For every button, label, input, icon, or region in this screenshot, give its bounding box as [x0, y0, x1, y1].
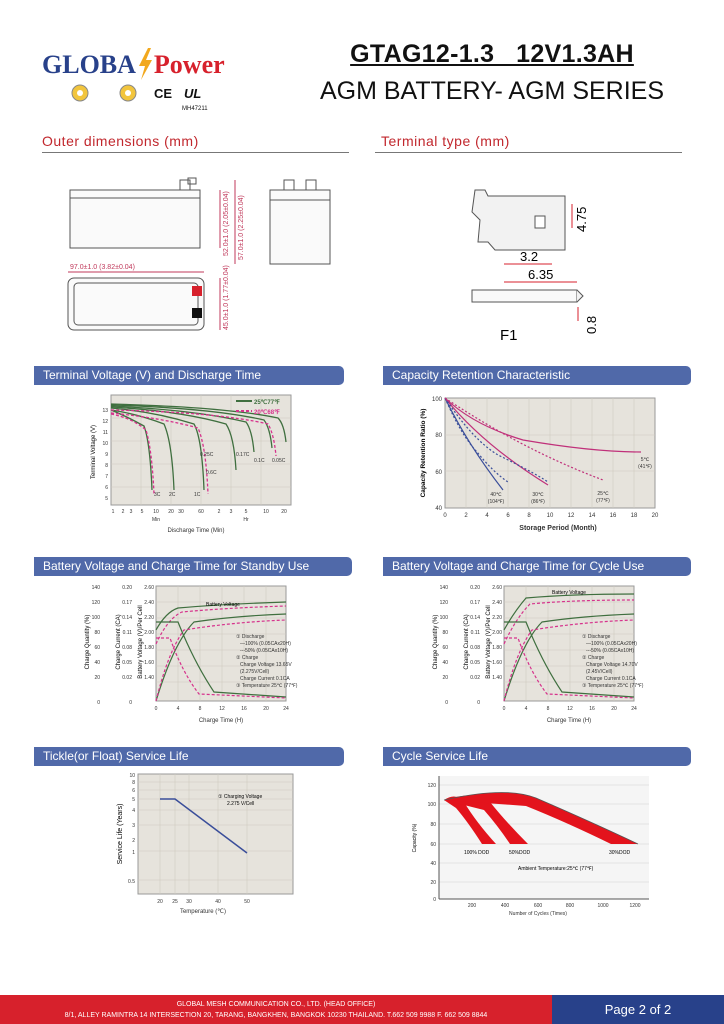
c-tick: 0.14 [122, 615, 132, 621]
ambient-note: Ambient Temperature:25℃ (77℉) [518, 866, 594, 872]
terminal-dim-635: 6.35 [528, 267, 554, 282]
cert-badges [42, 82, 257, 112]
x-tick: 14 [588, 513, 596, 519]
y-tick: 80 [430, 822, 436, 828]
y-axis-label: Charge Quantity (%) [433, 614, 439, 670]
y-tick: 40 [435, 506, 442, 512]
x-tick: 4 [524, 706, 528, 712]
note-line: 2.275 V/Cell [227, 801, 255, 807]
company-address: 8/1, ALLEY RAMINTRA 14 INTERSECTION 20, TARANG, BANGKHEN, BANGKOK 10230 THAILAND. T.662 509 9988 F. 662 509 8844 [64, 1012, 488, 1019]
cycle-life-chart-heading: Cycle Service Life [383, 747, 691, 766]
note-line: Charge Current 0.1CA [240, 676, 290, 682]
x-tick: 12 [219, 706, 225, 712]
x-tick: 400 [500, 903, 510, 909]
x-axis-label: Charge Time (H) [546, 718, 592, 724]
legend-item: 20℃68℉ [254, 410, 280, 416]
x-tick: 3 [129, 509, 133, 515]
note-line: ① Discharge [582, 634, 611, 640]
dod-label: 50%DOD [509, 850, 531, 856]
temp-label: (41℉) [638, 464, 652, 470]
c-tick: 0.11 [470, 630, 480, 636]
q-tick: 20 [94, 675, 100, 681]
x-tick: 8 [198, 706, 202, 712]
v-tick: 2.20 [144, 615, 154, 621]
terminal-name: F1 [500, 327, 518, 344]
x-tick: 20 [611, 706, 617, 712]
standby-chart-heading: Battery Voltage and Charge Time for Standby Use [34, 557, 352, 576]
note-line: ---50% (0.05CAx10H) [586, 648, 635, 654]
float-life-chart [113, 770, 303, 920]
x-tick: 800 [565, 903, 575, 909]
q-tick: 60 [442, 645, 448, 651]
v-tick: 2.60 [144, 585, 154, 591]
q-tick: 100 [91, 615, 100, 621]
y-tick: 11 [102, 430, 108, 436]
note-line: (2.45V/Cell) [586, 669, 613, 675]
y-tick: 20 [430, 880, 436, 886]
x-tick: 20 [263, 706, 269, 712]
v-tick: 1.40 [492, 675, 502, 681]
y-tick: 60 [430, 842, 436, 848]
v-tick: 1.60 [492, 660, 502, 666]
note-line: Charge Voltage 13.65V [240, 662, 292, 668]
positive-terminal-icon [192, 286, 202, 296]
note-line: ③ Temperature 25℃ (77℉) [236, 683, 298, 689]
note-line: ① Charging Voltage [218, 794, 263, 800]
y-tick: 6 [132, 788, 135, 794]
rate-label: 0.6C [206, 470, 217, 476]
x-tick: 24 [283, 706, 289, 712]
x-tick: 8 [546, 706, 550, 712]
discharge-chart-heading: Terminal Voltage (V) and Discharge Time [34, 366, 344, 385]
v-tick: 1.80 [144, 645, 154, 651]
y-tick: 100 [427, 802, 436, 808]
c-tick: 0.08 [470, 645, 480, 651]
footer-address [0, 995, 552, 1024]
c-tick: 0.17 [122, 600, 132, 606]
y-tick: 6 [105, 485, 108, 491]
y-tick: 80 [435, 433, 442, 439]
x-tick: 0 [154, 706, 158, 712]
x-tick: 8 [527, 513, 531, 519]
rate-label: 0.17C [236, 452, 250, 458]
q-tick: 80 [94, 630, 100, 636]
x-tick: 1200 [629, 903, 641, 909]
c-tick: 0.08 [122, 645, 132, 651]
x-tick: 24 [631, 706, 637, 712]
cert-code: MH47211 [182, 106, 208, 112]
dim-height-57: 57.0±1.0 (2.25±0.04) [238, 195, 245, 260]
legend-item: 25℃77℉ [254, 400, 280, 406]
x-axis-label: Storage Period (Month) [519, 525, 597, 532]
x-tick: 1000 [597, 903, 609, 909]
retention-chart [413, 390, 663, 540]
dod-label: 100% DOD [464, 850, 490, 856]
logo-wordmark [42, 48, 225, 80]
divider [375, 152, 682, 153]
x-tick: 60 [198, 509, 204, 515]
dim-length: 97.0±1.0 (3.82±0.04) [70, 264, 135, 271]
y-axis-label: Charge Quantity (%) [85, 614, 91, 670]
temp-label: 5℃ [640, 457, 650, 463]
y-tick: 5 [105, 496, 108, 502]
min-label: Min [151, 517, 161, 523]
rate-label: 3C [154, 492, 161, 498]
x-tick: 20 [281, 509, 287, 515]
v-tick: 2.40 [144, 600, 154, 606]
y-tick: 100 [431, 397, 442, 403]
x-tick: 2 [217, 509, 221, 515]
outer-dimensions-heading: Outer dimensions (mm) [42, 133, 199, 149]
x-tick: 3 [229, 509, 233, 515]
c-tick: 0 [477, 700, 480, 706]
x-tick: 12 [567, 513, 575, 519]
q-tick: 140 [91, 585, 100, 591]
q-tick: 0 [445, 700, 448, 706]
ul-mark-icon: UL [184, 86, 202, 101]
rate-label: 1C [194, 492, 201, 498]
terminal-type-heading: Terminal type (mm) [381, 133, 510, 149]
c-tick: 0.02 [470, 675, 480, 681]
note-line: ① Discharge [236, 634, 265, 640]
note-line: —100% (0.05CAx20H) [240, 641, 291, 647]
y-tick: 40 [430, 861, 436, 867]
y-tick: 12 [102, 419, 108, 425]
x-tick: 10 [153, 509, 159, 515]
curve-label: Battery Voltage [552, 590, 586, 596]
q-tick: 0 [97, 700, 100, 706]
note-line: (2.275V/Cell) [240, 669, 270, 675]
x-tick: 30 [186, 899, 192, 905]
float-life-chart-heading: Tickle(or Float) Service Life [34, 747, 344, 766]
temp-label: (77℉) [596, 498, 610, 504]
v-tick: 2.00 [144, 630, 154, 636]
y-tick: 7 [105, 474, 108, 480]
dim-width: 45.0±1.0 (1.77±0.04) [223, 265, 230, 330]
curve-label: Battery Voltage [206, 602, 240, 608]
y-axis-label: Battery Voltage (V)/Per Cell [486, 605, 492, 679]
y-tick: 3 [132, 823, 135, 829]
rate-label: 0.05C [272, 458, 286, 464]
note-line: ② Charge [582, 655, 605, 661]
q-tick: 40 [442, 660, 448, 666]
y-tick: 13 [102, 408, 108, 414]
standby-chart [84, 582, 354, 732]
x-axis-label: Number of Cycles (Times) [509, 911, 567, 917]
c-tick: 0.02 [122, 675, 132, 681]
v-tick: 2.00 [492, 630, 502, 636]
c-tick: 0.14 [470, 615, 480, 621]
v-tick: 2.20 [492, 615, 502, 621]
x-axis-label: Charge Time (H) [198, 718, 244, 724]
c-tick: 0.05 [122, 660, 132, 666]
x-tick: 4 [485, 513, 489, 519]
q-tick: 100 [439, 615, 448, 621]
v-tick: 1.40 [144, 675, 154, 681]
y-tick: 8 [132, 780, 135, 786]
rate-label: 0.25C [200, 452, 214, 458]
y-tick: 5 [132, 797, 135, 803]
y-axis-label: Service Life (Years) [117, 803, 124, 865]
temp-label: (86℉) [531, 499, 545, 505]
note-line: Charge Voltage 14.70V [586, 662, 638, 668]
x-tick: 200 [467, 903, 477, 909]
y-tick: 8 [105, 463, 108, 469]
c-tick: 0.20 [470, 585, 480, 591]
y-axis-label: Battery Voltage (V)/Per Cell [138, 605, 144, 679]
q-tick: 60 [94, 645, 100, 651]
cycle-life-chart [406, 772, 656, 920]
y-tick: 2 [132, 838, 135, 844]
x-tick: 20 [157, 899, 163, 905]
logo-text-left: GLOBA [42, 50, 136, 79]
x-tick: 30 [178, 509, 184, 515]
q-tick: 20 [442, 675, 448, 681]
x-tick: 5 [244, 509, 248, 515]
c-tick: 0.11 [122, 630, 132, 636]
y-axis-label: Capacity (%) [412, 823, 418, 853]
v-tick: 2.40 [492, 600, 502, 606]
dimension-drawing [60, 168, 350, 338]
dim-height-52: 52.0±1.0 (2.05±0.04) [223, 191, 230, 256]
terminal-dim-08: 0.8 [584, 315, 599, 334]
lightning-bolt-icon [137, 48, 153, 80]
v-tick: 2.60 [492, 585, 502, 591]
x-axis-label: Discharge Time (Min) [167, 528, 225, 534]
note-line: —100% (0.05CAx20H) [586, 641, 637, 647]
y-axis-label: Charge Current (CA) [464, 614, 470, 670]
v-tick: 1.60 [144, 660, 154, 666]
brand-logo [42, 38, 257, 110]
x-tick: 600 [533, 903, 543, 909]
terminal-dim-475: 4.75 [574, 206, 589, 232]
c-tick: 0.17 [470, 600, 480, 606]
c-tick: 0.05 [470, 660, 480, 666]
q-tick: 140 [439, 585, 448, 591]
y-tick: 10 [102, 441, 108, 447]
rate-label: 2C [169, 492, 176, 498]
y-tick: 1 [132, 850, 135, 856]
x-tick: 12 [567, 706, 573, 712]
temp-label: (104℉) [487, 499, 505, 505]
dod-label: 30%DOD [609, 850, 631, 856]
q-tick: 120 [439, 600, 448, 606]
logo-text-right: Power [153, 50, 225, 79]
x-tick: 10 [263, 509, 269, 515]
terminal-drawing [440, 180, 660, 350]
temp-label: 30℃ [532, 492, 544, 498]
x-tick: 0 [502, 706, 506, 712]
x-tick: 40 [215, 899, 221, 905]
cycle-chart-heading: Battery Voltage and Charge Time for Cycle Use [383, 557, 691, 576]
q-tick: 40 [94, 660, 100, 666]
x-tick: 20 [168, 509, 174, 515]
x-tick: 4 [176, 706, 180, 712]
y-tick: 9 [105, 452, 108, 458]
temp-label: 40℃ [490, 492, 502, 498]
note-line: ② Charge [236, 655, 259, 661]
series-subtitle: AGM BATTERY- AGM SERIES [319, 77, 665, 105]
note-line: ---50% (0.05CAx10H) [240, 648, 289, 654]
x-axis-label: Temperature (℃) [179, 909, 227, 915]
v-tick: 1.80 [492, 645, 502, 651]
temp-label: 25℃ [597, 491, 609, 497]
hr-label: Hr [243, 517, 249, 523]
y-tick: 0.5 [128, 879, 135, 885]
x-tick: 50 [244, 899, 250, 905]
q-tick: 120 [91, 600, 100, 606]
note-line: Charge Current 0.1CA [586, 676, 636, 682]
y-tick: 60 [435, 470, 442, 476]
y-axis-label: Terminal Voltage (V) [91, 424, 97, 480]
company-name: GLOBAL MESH COMMUNICATION CO., LTD. (HEAD OFFICE) [176, 1001, 376, 1008]
y-tick: 4 [132, 808, 135, 814]
terminal-dim-32: 3.2 [520, 249, 539, 264]
q-tick: 80 [442, 630, 448, 636]
note-line: ③ Temperature 25℃ (77℉) [582, 683, 644, 689]
model-title: GTAG12-1.3 12V1.3AH [350, 40, 634, 68]
x-tick: 20 [651, 513, 659, 519]
x-tick: 16 [609, 513, 617, 519]
x-tick: 10 [546, 513, 554, 519]
x-tick: 2 [121, 509, 125, 515]
divider [42, 152, 349, 153]
plot-area [138, 774, 293, 894]
negative-terminal-icon [192, 308, 202, 318]
x-tick: 6 [506, 513, 510, 519]
y-tick: 10 [129, 773, 135, 779]
retention-chart-heading: Capacity Retention Characteristic [383, 366, 691, 385]
y-axis-label: Charge Current (CA) [116, 614, 122, 670]
cycle-charge-chart [432, 582, 702, 732]
y-tick: 120 [427, 783, 436, 789]
x-tick: 16 [589, 706, 595, 712]
x-tick: 2 [464, 513, 468, 519]
c-tick: 0 [129, 700, 132, 706]
discharge-chart [86, 390, 296, 540]
y-tick: 0 [433, 897, 436, 903]
x-tick: 16 [241, 706, 247, 712]
x-tick: 1 [111, 509, 115, 515]
c-tick: 0.20 [122, 585, 132, 591]
x-tick: 25 [172, 899, 178, 905]
x-tick: 0 [443, 513, 447, 519]
rate-label: 0.1C [254, 458, 265, 464]
y-axis-label: Capacity Retention Ratio (%) [420, 408, 427, 498]
page-number: Page 2 of 2 [552, 995, 724, 1024]
x-tick: 5 [140, 509, 144, 515]
x-tick: 18 [630, 513, 638, 519]
ce-mark-icon: CE [154, 86, 173, 101]
